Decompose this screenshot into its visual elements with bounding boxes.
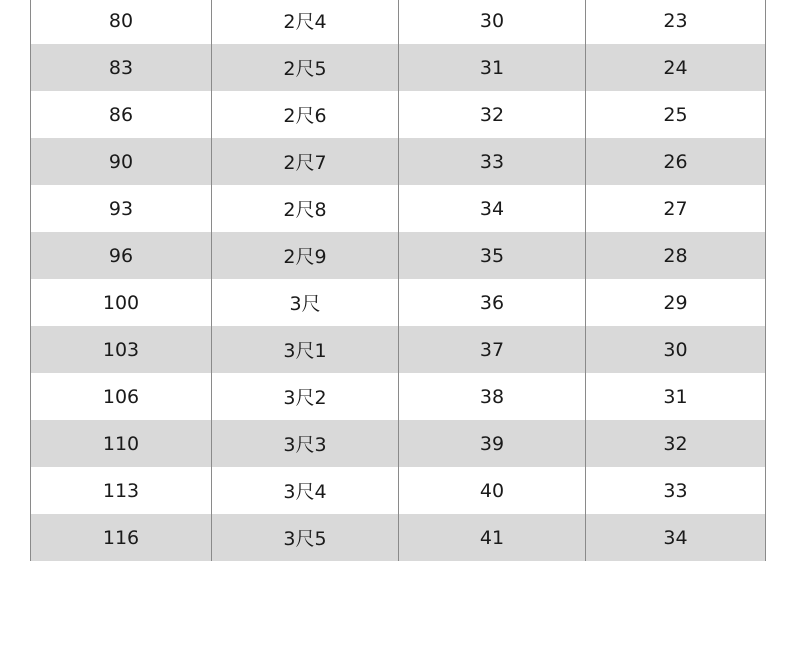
table-cell: 106 — [31, 373, 212, 420]
table-row — [31, 279, 766, 326]
table-cell: 32 — [399, 91, 586, 138]
table-cell: 26 — [586, 138, 766, 185]
table-cell: 2尺4 — [212, 0, 399, 44]
table-row — [31, 232, 766, 279]
table-cell: 3尺2 — [212, 373, 399, 420]
table-cell: 23 — [586, 0, 766, 44]
table-cell: 33 — [399, 138, 586, 185]
table-row — [31, 138, 766, 185]
table-cell: 37 — [399, 326, 586, 373]
table-cell: 33 — [586, 467, 766, 514]
table-cell: 24 — [586, 44, 766, 91]
table-cell: 25 — [586, 91, 766, 138]
table-cell: 93 — [31, 185, 212, 232]
size-table-body — [31, 0, 766, 561]
table-cell: 34 — [399, 185, 586, 232]
table-row — [31, 420, 766, 467]
size-table — [30, 0, 766, 561]
table-row — [31, 91, 766, 138]
table-cell: 2尺6 — [212, 91, 399, 138]
table-row — [31, 0, 766, 44]
table-cell: 31 — [586, 373, 766, 420]
table-cell: 2尺5 — [212, 44, 399, 91]
table-row — [31, 467, 766, 514]
table-cell: 113 — [31, 467, 212, 514]
table-cell: 86 — [31, 91, 212, 138]
table-cell: 30 — [586, 326, 766, 373]
table-cell: 2尺7 — [212, 138, 399, 185]
table-cell: 28 — [586, 232, 766, 279]
table-cell: 32 — [586, 420, 766, 467]
table-row — [31, 514, 766, 561]
table-cell: 40 — [399, 467, 586, 514]
table-cell: 41 — [399, 514, 586, 561]
table-cell: 36 — [399, 279, 586, 326]
table-cell: 90 — [31, 138, 212, 185]
table-cell: 34 — [586, 514, 766, 561]
table-cell: 96 — [31, 232, 212, 279]
table-cell: 30 — [399, 0, 586, 44]
table-cell: 2尺8 — [212, 185, 399, 232]
table-cell: 39 — [399, 420, 586, 467]
table-cell: 35 — [399, 232, 586, 279]
table-cell: 29 — [586, 279, 766, 326]
table-cell: 3尺1 — [212, 326, 399, 373]
table-row — [31, 44, 766, 91]
table-cell: 83 — [31, 44, 212, 91]
table-cell: 3尺5 — [212, 514, 399, 561]
table-cell: 27 — [586, 185, 766, 232]
table-cell: 2尺9 — [212, 232, 399, 279]
table-cell: 100 — [31, 279, 212, 326]
table-cell: 31 — [399, 44, 586, 91]
table-cell: 116 — [31, 514, 212, 561]
table-cell: 3尺3 — [212, 420, 399, 467]
table-row — [31, 373, 766, 420]
table-cell: 3尺 — [212, 279, 399, 326]
table-cell: 110 — [31, 420, 212, 467]
table-cell: 80 — [31, 0, 212, 44]
table-cell: 38 — [399, 373, 586, 420]
table-row — [31, 326, 766, 373]
table-cell: 3尺4 — [212, 467, 399, 514]
table-row — [31, 185, 766, 232]
table-cell: 103 — [31, 326, 212, 373]
